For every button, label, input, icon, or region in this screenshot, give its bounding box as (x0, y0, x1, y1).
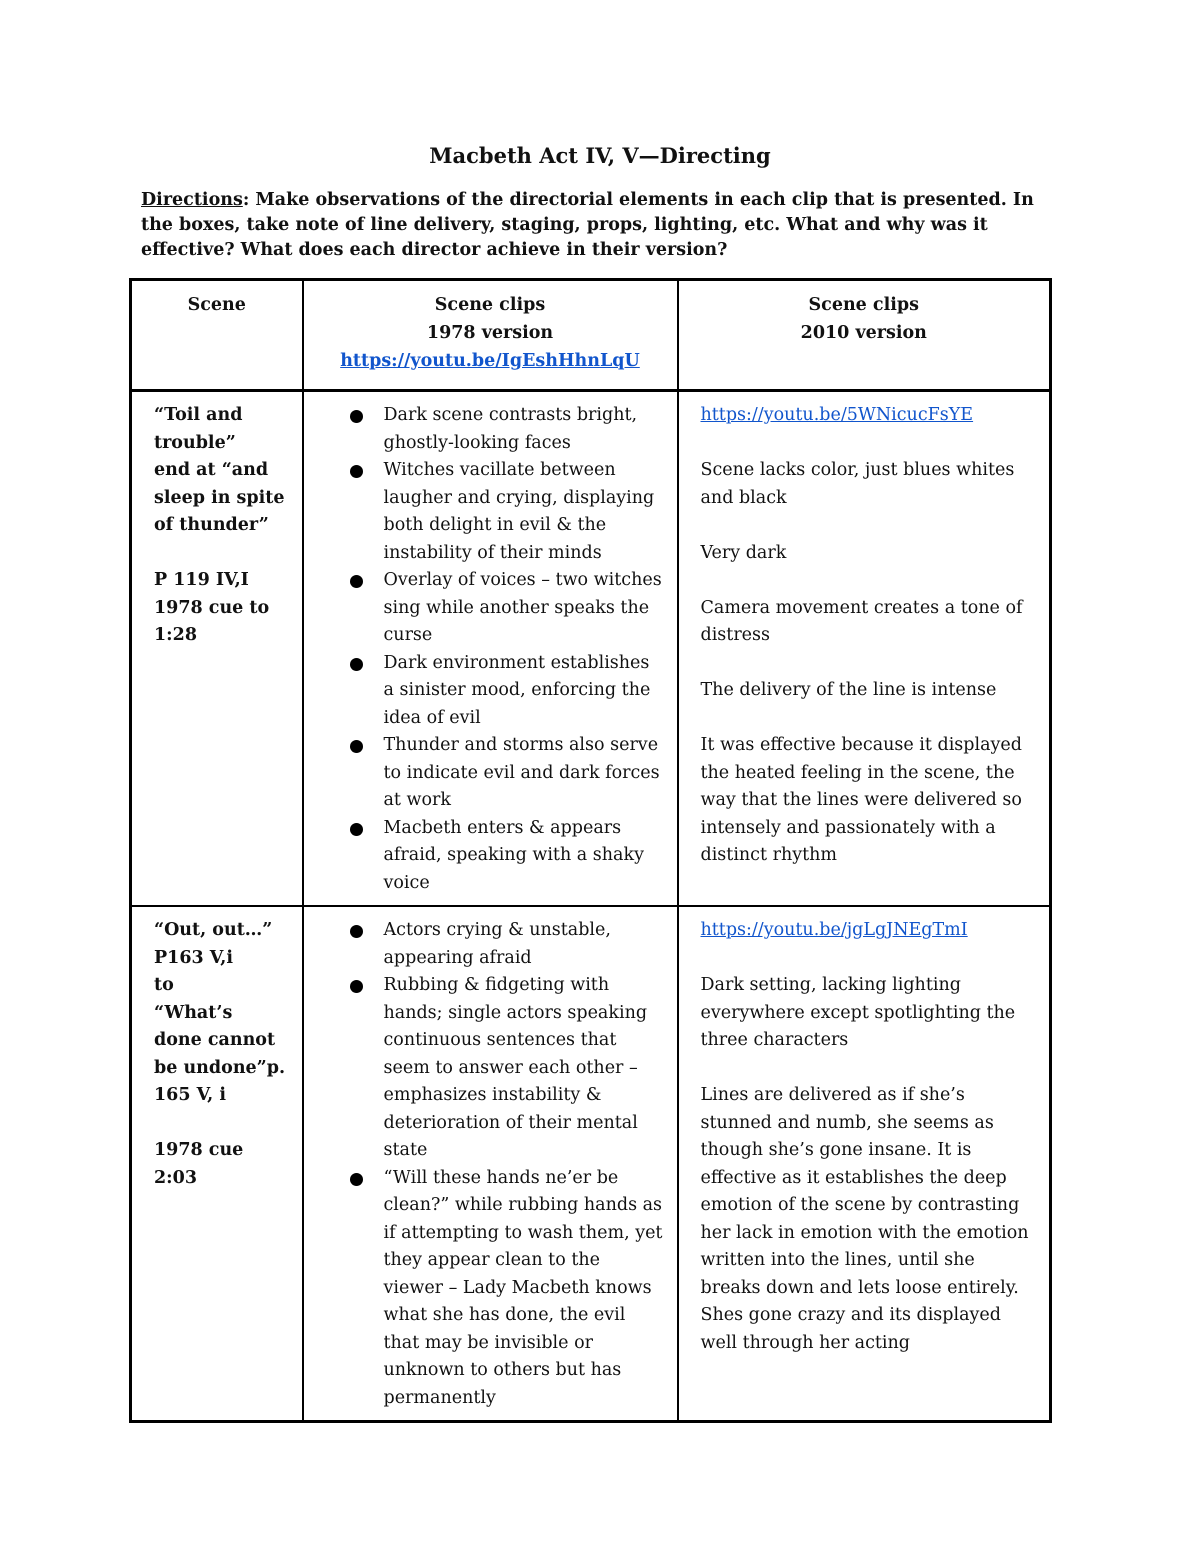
scene-cell (131, 391, 303, 907)
table-row (131, 391, 1051, 907)
scene-cell (131, 906, 303, 1422)
scene-line: P 119 IV,I (154, 570, 249, 590)
header-clips-1978-title: Scene clips (434, 295, 546, 315)
scene-line: done cannot (154, 1030, 276, 1050)
list-item (304, 1165, 665, 1413)
directions-paragraph (141, 188, 1071, 263)
observation-text: Very dark (700, 542, 787, 563)
header-scene-label: Scene (187, 295, 246, 315)
header-clips-2010 (678, 280, 1051, 391)
bullet-icon (350, 1173, 363, 1186)
notes-1978-list (304, 392, 677, 905)
scene-line: end at “and (154, 460, 269, 480)
scene-line: “Toil and (154, 405, 243, 425)
scene-line: 1978 cue to (154, 597, 270, 618)
list-item (304, 732, 665, 815)
list-item (304, 567, 665, 650)
directing-table (129, 278, 1052, 1423)
header-clips-2010-version: 2010 version (800, 323, 927, 343)
directions-label: Directions (141, 190, 243, 210)
clip-2010-link[interactable]: https://youtu.be/5WNicucFsYE (700, 405, 974, 425)
bullet-icon (350, 980, 363, 993)
observation-text: Dark setting, lacking lighting everywhere except spotlighting the three characters (700, 975, 1016, 1050)
observation-text: Lines are delivered as if she’s stunned and numb, she seems as though she’s gone insane. It is effective as it establishes the deep emotion of the scene by contrasting her lack in emotion with the emotion written into the lines, until she breaks down and lets loose entirely. Shes gone crazy and its displayed well through her acting (700, 1085, 1029, 1353)
bullet-icon (350, 740, 363, 753)
notes-1978-cell (303, 906, 678, 1422)
list-item (304, 917, 665, 972)
header-clips-2010-title: Scene clips (808, 295, 919, 315)
observation-text: Scene lacks color, just blues whites and black (700, 460, 1015, 508)
list-item (304, 650, 665, 733)
table-row (131, 906, 1051, 1422)
scene-line: 165 V, i (154, 1085, 226, 1105)
bullet-icon (350, 410, 363, 423)
note-text: Rubbing & fidgeting with hands; single actors speaking continuous sentences that seem to answer each other – emphasizes instability & deterioration of their mental state (383, 975, 648, 1160)
header-scene (131, 280, 303, 391)
list-item (304, 457, 665, 567)
note-text: Thunder and storms also serve to indicate evil and dark forces at work (383, 735, 660, 810)
directions-text: : Make observations of the directorial elements in each clip that is presented. In the boxes, take note of line delivery, staging, props, lighting, etc. What and why was it effective? What does each director achieve in their version? (141, 190, 1034, 260)
scene-line: trouble” (154, 432, 236, 453)
scene-line: 1978 cue 2:03 (154, 1140, 244, 1188)
scene-line: sleep in spite (154, 487, 285, 508)
notes-2010-cell (678, 906, 1051, 1422)
note-text: Actors crying & unstable, appearing afraid (383, 920, 611, 968)
bullet-icon (350, 575, 363, 588)
scene-line: “What’s (154, 1002, 233, 1023)
observation-text: The delivery of the line is intense (700, 680, 997, 700)
note-text: Witches vacillate between laugher and crying, displaying both delight in evil & the instability of their minds (383, 460, 655, 563)
bullet-icon (350, 658, 363, 671)
clip-2010-link[interactable]: https://youtu.be/jgLgJNEgTmI (700, 920, 968, 940)
note-text: Overlay of voices – two witches sing while another speaks the curse (383, 570, 662, 645)
note-text: Dark environment establishes a sinister mood, enforcing the idea of evil (383, 652, 651, 728)
list-item (304, 402, 665, 457)
header-clips-1978 (303, 280, 678, 391)
scene-line: to (154, 975, 174, 995)
scene-line: be undone”p. (154, 1057, 286, 1078)
notes-1978-list (304, 907, 677, 1420)
scene-line-spacer (154, 1110, 292, 1138)
table-header-row (131, 280, 1051, 391)
list-item (304, 815, 665, 898)
header-clips-1978-version: 1978 version (426, 323, 554, 343)
observation-text: It was effective because it displayed the heated feeling in the scene, the way that the lines were delivered so intensely and passionately with a distinct rhythm (700, 735, 1022, 865)
observation-text: Camera movement creates a tone of distress (700, 597, 1023, 645)
scene-line: P163 V,i (154, 947, 234, 968)
clip-1978-link[interactable]: https://youtu.be/IgEshHhnLqU (340, 351, 640, 371)
scene-line: of thunder” (154, 515, 269, 535)
note-text: “Will these hands ne’er be clean?” while rubbing hands as if attempting to wash them, yet they appear clean to the viewer – Lady Macbeth knows what she has done, the evil that may be invisible or unknown to others but has permanently (383, 1167, 663, 1408)
bullet-icon (350, 465, 363, 478)
scene-line: 1:28 (154, 625, 197, 645)
bullet-icon (350, 823, 363, 836)
bullet-icon (350, 925, 363, 938)
note-text: Dark scene contrasts bright, ghostly-looking faces (383, 405, 638, 453)
scene-line: “Out, out…” (154, 920, 273, 940)
note-text: Macbeth enters & appears afraid, speaking with a shaky voice (383, 817, 644, 893)
notes-2010-cell (678, 391, 1051, 907)
list-item (304, 972, 665, 1165)
page-title: Macbeth Act IV, V—Directing (429, 143, 771, 168)
scene-line-spacer (154, 540, 292, 568)
notes-1978-cell (303, 391, 678, 907)
